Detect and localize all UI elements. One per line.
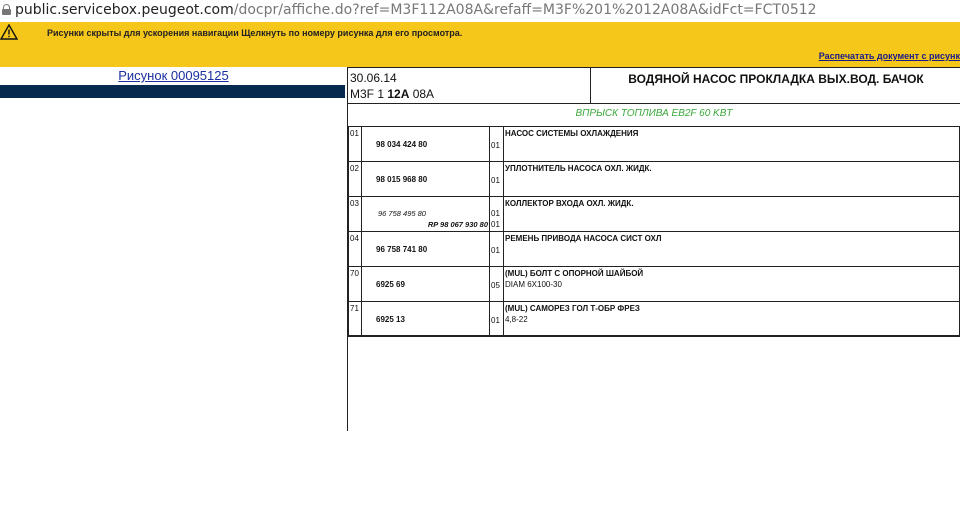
info-banner: [0, 22, 960, 67]
table-row: [349, 302, 960, 337]
part-reference: 6925 69: [376, 280, 405, 289]
part-detail: 4,8-22: [505, 315, 528, 324]
part-number: 01: [350, 129, 359, 138]
part-number: 02: [350, 164, 359, 173]
part-description: (MUL) САМОРЕЗ ГОЛ Т-ОБР ФРЕЗ: [505, 304, 640, 313]
part-reference: 96 758 741 80: [376, 245, 428, 254]
part-reference-old: 96 758 495 80: [378, 209, 426, 218]
part-number: 03: [350, 199, 359, 208]
part-number: 71: [350, 304, 359, 313]
print-document-link[interactable]: Распечатать документ с рисунк: [818, 51, 960, 61]
part-description: РЕМЕНЬ ПРИВОДА НАСОСА СИСТ ОХЛ: [505, 234, 662, 243]
parts-table: [348, 126, 960, 337]
part-number: 04: [350, 234, 359, 243]
banner-message: Рисунки скрыты для ускорения навигации Щелкнуть по номеру рисунка для его просмотра.: [47, 28, 463, 38]
document-header: [348, 67, 960, 104]
part-number: 70: [350, 269, 359, 278]
table-row: [349, 232, 960, 267]
table-row: [349, 162, 960, 197]
part-description: КОЛЛЕКТОР ВХОДА ОХЛ. ЖИДК.: [505, 199, 634, 208]
part-quantity: 01: [491, 220, 500, 229]
header-meta: [348, 68, 591, 103]
part-quantity: 05: [491, 281, 500, 290]
url-path: /docpr/affiche.do?ref=M3F112A08A&refaff=M3F%201%2012A08A&idFct=FCT0512: [233, 2, 817, 18]
figure-bar: [0, 85, 345, 98]
document-ref: M3F 1 12A 08A: [350, 87, 435, 101]
table-bottom-border: [348, 335, 960, 336]
part-quantity-old: 01: [491, 209, 500, 218]
figure-link[interactable]: Рисунок 00095125: [118, 68, 229, 83]
part-quantity: 01: [491, 246, 500, 255]
part-detail: DIAM 6X100-30: [505, 280, 562, 289]
figure-panel: [0, 67, 347, 98]
url-host: public.servicebox.peugeot.com: [15, 2, 234, 18]
document-date: 30.06.14: [350, 71, 397, 85]
part-description: УПЛОТНИТЕЛЬ НАСОСА ОХЛ. ЖИДК.: [505, 164, 652, 173]
part-reference: 98 034 424 80: [376, 140, 428, 149]
document-title: ВОДЯНОЙ НАСОС ПРОКЛАДКА ВЫХ.ВОД. БАЧОК: [628, 72, 924, 86]
part-reference: 98 015 968 80: [376, 175, 428, 184]
part-quantity: 01: [491, 176, 500, 185]
table-row: [349, 197, 960, 232]
table-row: [349, 127, 960, 162]
engine-label: ВПРЫСК ТОПЛИВА EB2F 60 KBT: [575, 108, 733, 119]
lock-icon: [2, 4, 11, 15]
part-description: НАСОС СИСТЕМЫ ОХЛАЖДЕНИЯ: [505, 129, 639, 138]
address-bar[interactable]: [0, 0, 960, 22]
warning-icon: [0, 24, 18, 40]
part-quantity: 01: [491, 316, 500, 325]
table-row: [349, 267, 960, 302]
part-reference-replacement: RP 98 067 930 80: [427, 220, 488, 229]
part-reference: 6925 13: [376, 315, 405, 324]
part-description: (MUL) БОЛТ С ОПОРНОЙ ШАЙБОЙ: [505, 269, 644, 278]
part-quantity: 01: [491, 141, 500, 150]
